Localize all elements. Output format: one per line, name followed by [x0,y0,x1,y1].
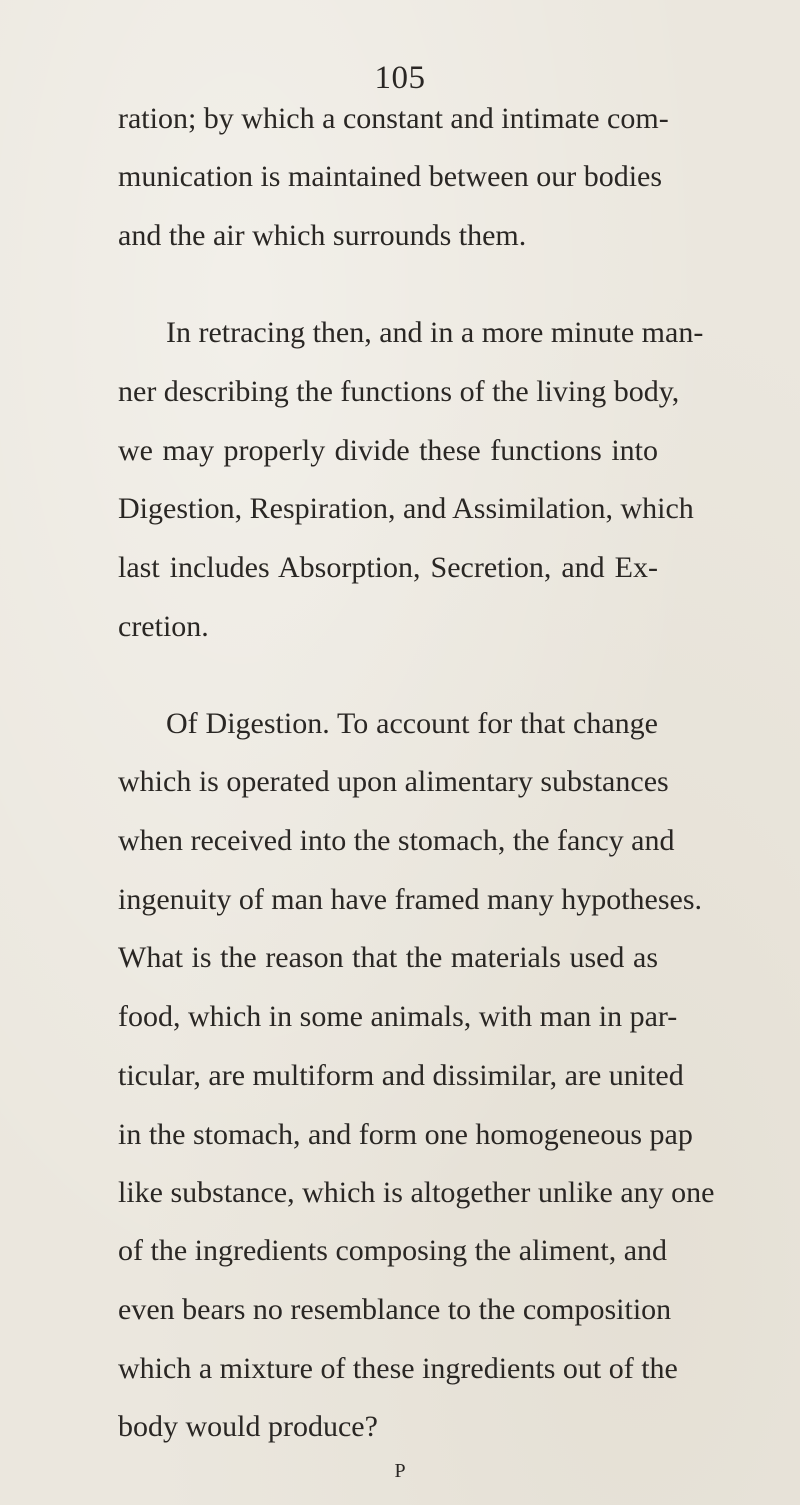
text-line: like substance, which is altogether unlike any one [118,1176,715,1209]
text-line: In retracing then, and in a more minute man- [166,316,704,349]
text-line: of the ingredients composing the aliment, and [118,1234,668,1267]
text-line: in the stomach, and form one homogeneous pap [118,1118,693,1151]
text-line: cretion. [118,610,209,643]
page-number: 105 [374,60,426,96]
text-line: Digestion, Respiration, and Assimilation, which [118,492,694,525]
signature-mark: P [394,1460,406,1482]
text-line: which a mixture of these ingredients out of the [118,1352,678,1385]
text-line: when received into the stomach, the fancy and [118,824,675,857]
text-line: What is the reason that the materials used as [118,941,658,974]
text-line: which is operated upon alimentary substances [118,765,669,798]
text-line: last includes Absorption, Secretion, and Ex- [118,551,658,584]
text-line: ration; by which a constant and intimate com- [118,102,669,135]
text-line: ticular, are multiform and dissimilar, are united [118,1059,684,1092]
text-line: we may properly divide these functions into [118,434,658,467]
text-line: ingenuity of man have framed many hypotheses. [118,883,703,916]
text-line: even bears no resemblance to the composition [118,1293,672,1326]
text-line: Of Digestion. To account for that change [166,707,658,740]
text-line: ner describing the functions of the living body, [118,375,680,408]
text-line: body would produce? [118,1410,378,1443]
text-line: munication is maintained between our bodies [118,160,663,193]
text-line: and the air which surrounds them. [118,219,527,252]
text-line: food, which in some animals, with man in par- [118,1000,678,1033]
